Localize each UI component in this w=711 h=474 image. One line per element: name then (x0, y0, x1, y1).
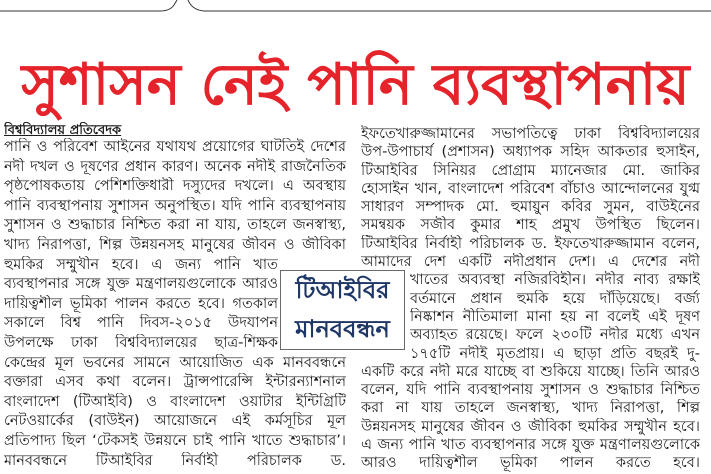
right-column-line: একটি করে নদী মরে যাচ্ছে বা শুকিয়ে যাচ্ছে। তিনি আরও (361, 363, 700, 380)
right-column-line: বলেন, যদি পানি ব্যবস্থাপনায় সুশাসন ও শুদ্ধাচার নিশ্চিত (361, 382, 700, 399)
left-column-line: প্রতিপাদ্য ছিল ‘টেকসই উন্নয়নে চাই পানি খাতে শুদ্ধাচার’। (4, 432, 346, 449)
top-border-decoration (0, 0, 711, 16)
right-column-line: টিআইবির সিনিয়র প্রোগ্রাম ম্যানেজার মো. জাকির (361, 162, 700, 179)
left-column-line: পানি ও পরিবেশ আইনের যথাযথ প্রয়োগের ঘাটতিই দেশের (4, 139, 346, 155)
left-column-line: উপলক্ষে ঢাকা বিশ্ববিদ্যালয়ের ছাত্র-শিক্ষক (4, 334, 278, 351)
right-column-line: হোসাইন খান, বাংলাদেশ পরিবেশ বাঁচাও আন্দোলনের যুগ্ম (361, 180, 700, 197)
left-column-line: পানি ব্যবস্থাপনায় সুশাসন অনুপস্থিত। যদি পানি ব্যবস্থাপনায় (4, 197, 346, 214)
right-column-line: আমাদের দেশ একটি নদীপ্রধান দেশ। এ দেশের নদী (361, 254, 700, 271)
right-column-line: ১৭৫টি নদীই মৃতপ্রায়। এ ছাড়া প্রতি বছরই দু- (410, 345, 700, 362)
left-column-line: সকালে বিশ্ব পানি দিবস-২০১৫ উদযাপন (4, 315, 278, 332)
left-column-line: কেন্দ্রের মূল ভবনের সামনে আয়োজিত এক মানববন্ধনে (4, 354, 346, 371)
right-column-line: টিআইবির নির্বাহী পরিচালক ড. ইফতেখারুজ্জামান বলেন, (361, 235, 700, 252)
right-column-line: উন্নয়নসহ মানুষের জীবন ও জীবিকা হুমকির সম্মুখীন হবে। (361, 418, 700, 435)
byline: বিশ্ববিদ্যালয় প্রতিবেদক (4, 123, 122, 138)
left-column-line: বাংলাদেশ (টিআইবি) ও বাংলাদেশ ওয়াটার ইন্টিগ্রিটি (4, 393, 346, 410)
left-column-line: পৃষ্ঠপোষকতায় পেশিশক্তিধারী দস্যুদের দখলে। এ অবস্থায় (4, 178, 346, 195)
right-column-line: অব্যাহত রয়েছে। ফলে ২৩০টি নদীর মধ্যে এখন (410, 327, 700, 344)
left-column-line: দায়িত্বশীল ভূমিকা পালন করতে হবে। গতকাল (4, 295, 278, 312)
right-column-line: উপ-উপাচার্য (প্রশাসন) অধ্যাপক সহিদ আকতার হুসাইন, (361, 144, 700, 161)
right-column-line: খাতের অব্যবস্থা নজিরবিহীন। নদীর নাব্য রক্ষাই (410, 272, 700, 289)
headline: সুশাসন নেই পানি ব্যবস্থাপনায় (21, 52, 690, 118)
right-column-line: বর্তমানে প্রধান হুমকি হয়ে দাঁড়িয়েছে। বর্জ্য (410, 290, 700, 307)
highlight-box (280, 270, 405, 350)
highlight-box-line: মানববন্ধন (295, 315, 390, 343)
right-column-line: সাধারণ সম্পাদক মো. হুমায়ুন কবির সুমন, বাউইনের (361, 199, 700, 216)
article-column-right (361, 125, 700, 473)
right-column-line: এ জন্য পানি খাত ব্যবস্থাপনার সঙ্গে যুক্ত মন্ত্রণালয়গুলোকে (361, 437, 700, 454)
right-column-line: আরও দায়িত্বশীল ভূমিকা পালন করতে হবে। (361, 455, 700, 472)
right-column-line: সমন্বয়ক সজীব কুমার শাহ প্রমুখ উপস্থিত ছিলেন। (361, 217, 700, 234)
right-column-line: করা না যায় তাহলে জনস্বাস্থ্য, খাদ্য নিরাপত্তা, শিল্প (361, 400, 700, 417)
left-column-line: সুশাসন ও শুদ্ধাচার নিশ্চিত করা না যায়, তাহলে জনস্বাস্থ্য, (4, 217, 346, 234)
left-column-line: নদী দখল ও দূষণের প্রধান কারণ। অনেক নদীই রাজনৈতিক (4, 158, 346, 175)
right-column-line: নিষ্কাশন নীতিমালা মানা হয় না বলেই এই দূষণ (410, 308, 700, 325)
highlight-box-line: টিআইবির (295, 276, 390, 304)
right-column-line: ইফতেখারুজ্জামানের সভাপতিত্বে ঢাকা বিশ্ববিদ্যালয়ের (361, 126, 700, 142)
left-column-line: মানববন্ধনে টিআইবির নির্বাহী পরিচালক ড. (4, 452, 346, 469)
left-column-line: ব্যবস্থাপনার সঙ্গে যুক্ত মন্ত্রণালয়গুলোকে আরও (4, 276, 278, 293)
left-column-line: খাদ্য নিরাপত্তা, শিল্প উন্নয়নসহ মানুষের জীবন ও জীবিকা (4, 236, 346, 253)
left-column-line: বক্তারা এসব কথা বলেন। ট্রান্সপারেন্সি ইন্টারন্যাশনাল (4, 374, 346, 391)
left-column-line: নেটওয়ার্কের (বাউইন) আয়োজনে এই কর্মসূচির মূল (4, 413, 346, 430)
left-column-line: হুমকির সম্মুখীন হবে। এ জন্য পানি খাত (4, 256, 278, 273)
